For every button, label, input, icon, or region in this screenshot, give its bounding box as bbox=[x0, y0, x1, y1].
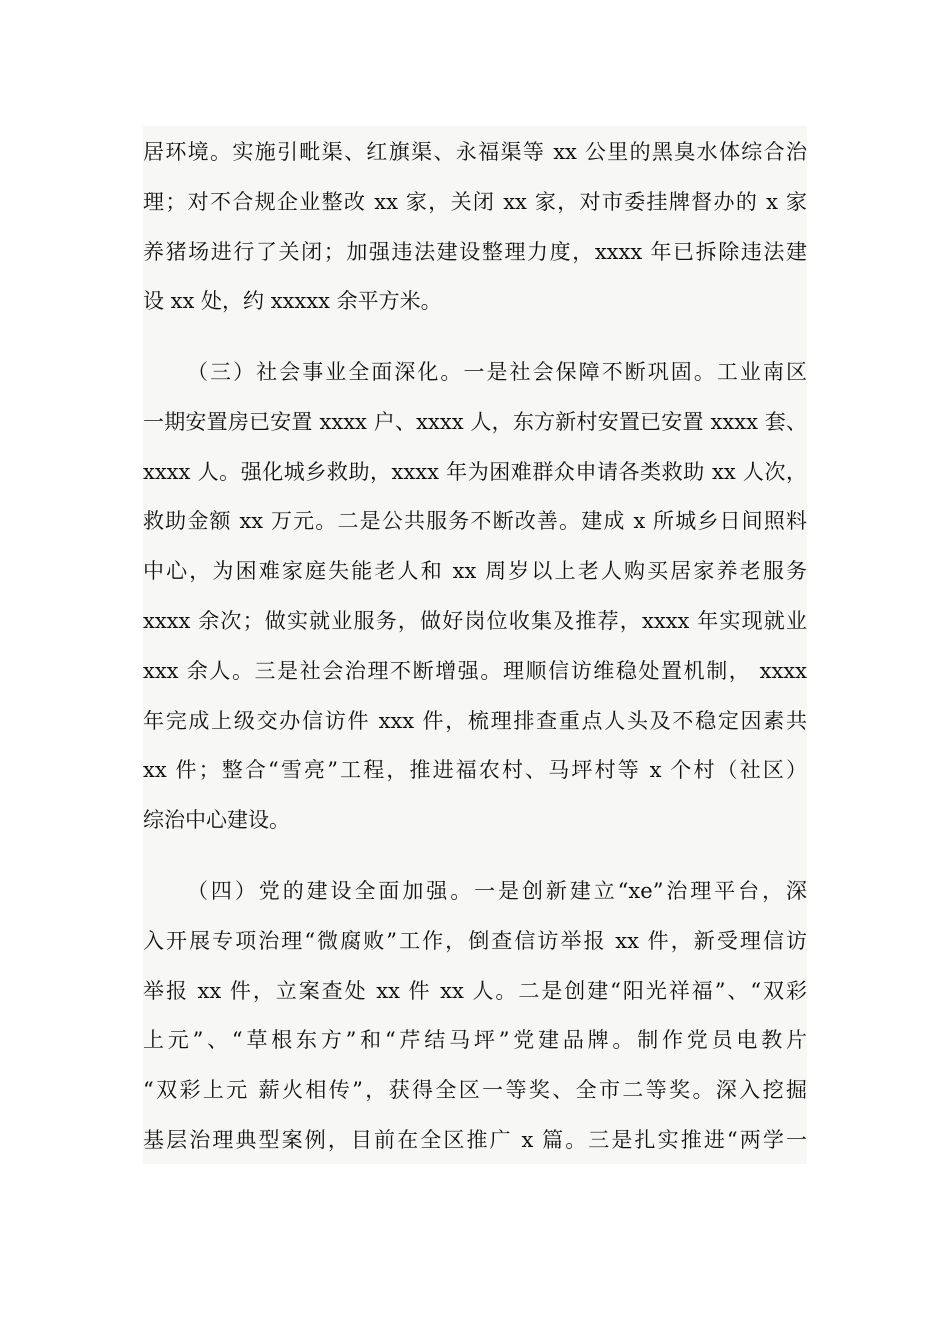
text-line: 上元”、“草根东方”和“芹结马坪”党建品牌。制作党员电教片 bbox=[143, 1028, 807, 1053]
text-line: xxx 余人。三是社会治理不断增强。理顺信访维稳处置机制， xxxx bbox=[143, 658, 807, 683]
text-line: （四）党的建设全面加强。一是创新建立“xe”治理平台，深 bbox=[187, 879, 807, 903]
text-line: “双彩上元 薪火相传”，获得全区一等奖、全市二等奖。深入挖掘 bbox=[143, 1078, 807, 1103]
text-line: 年完成上级交办信访件 xxx 件，梳理排查重点人头及不稳定因素共 bbox=[143, 708, 807, 733]
document-page bbox=[143, 126, 807, 1164]
text-line: 一期安置房已安置 xxxx 户、xxxx 人，东方新村安置已安置 xxxx 套、 bbox=[143, 409, 807, 434]
text-line: 基层治理典型案例，目前在全区推广 x 篇。三是扎实推进“两学一 bbox=[143, 1127, 807, 1152]
text-line: （三）社会事业全面深化。一是社会保障不断巩固。工业南区 bbox=[187, 360, 807, 384]
text-line: 综治中心建设。 bbox=[143, 808, 290, 833]
text-line: 设 xx 处，约 xxxxx 余平方米。 bbox=[143, 289, 442, 314]
text-line: 中心，为困难家庭失能老人和 xx 周岁以上老人购买居家养老服务 bbox=[143, 559, 807, 584]
paragraph-party-building bbox=[143, 867, 807, 1166]
text-line: xxxx 人。强化城乡救助，xxxx 年为困难群众申请各类救助 xx 人次， bbox=[143, 459, 807, 484]
text-line: 救助金额 xx 万元。二是公共服务不断改善。建成 x 所城乡日间照料 bbox=[143, 509, 807, 534]
paragraph-environment bbox=[143, 128, 807, 327]
text-line: 举报 xx 件，立案查处 xx 件 xx 人。二是创建“阳光祥福”、“双彩 bbox=[143, 978, 807, 1003]
text-line: 理；对不合规企业整改 xx 家，关闭 xx 家，对市委挂牌督办的 x 家 bbox=[143, 189, 807, 214]
text-line: xx 件；整合“雪亮”工程，推进福农村、马坪村等 x 个村（社区） bbox=[143, 758, 807, 783]
paragraph-social-affairs bbox=[143, 348, 807, 846]
text-line: xxxx 余次；做实就业服务，做好岗位收集及推荐，xxxx 年实现就业 bbox=[143, 608, 807, 633]
text-line: 居环境。实施引毗渠、红旗渠、永福渠等 xx 公里的黑臭水体综合治 bbox=[143, 140, 807, 164]
text-line: 入开展专项治理“微腐败”工作，倒查信访举报 xx 件，新受理信访 bbox=[143, 928, 807, 953]
text-line: 养猪场进行了关闭；加强违法建设整理力度，xxxx 年已拆除违法建 bbox=[143, 239, 807, 264]
